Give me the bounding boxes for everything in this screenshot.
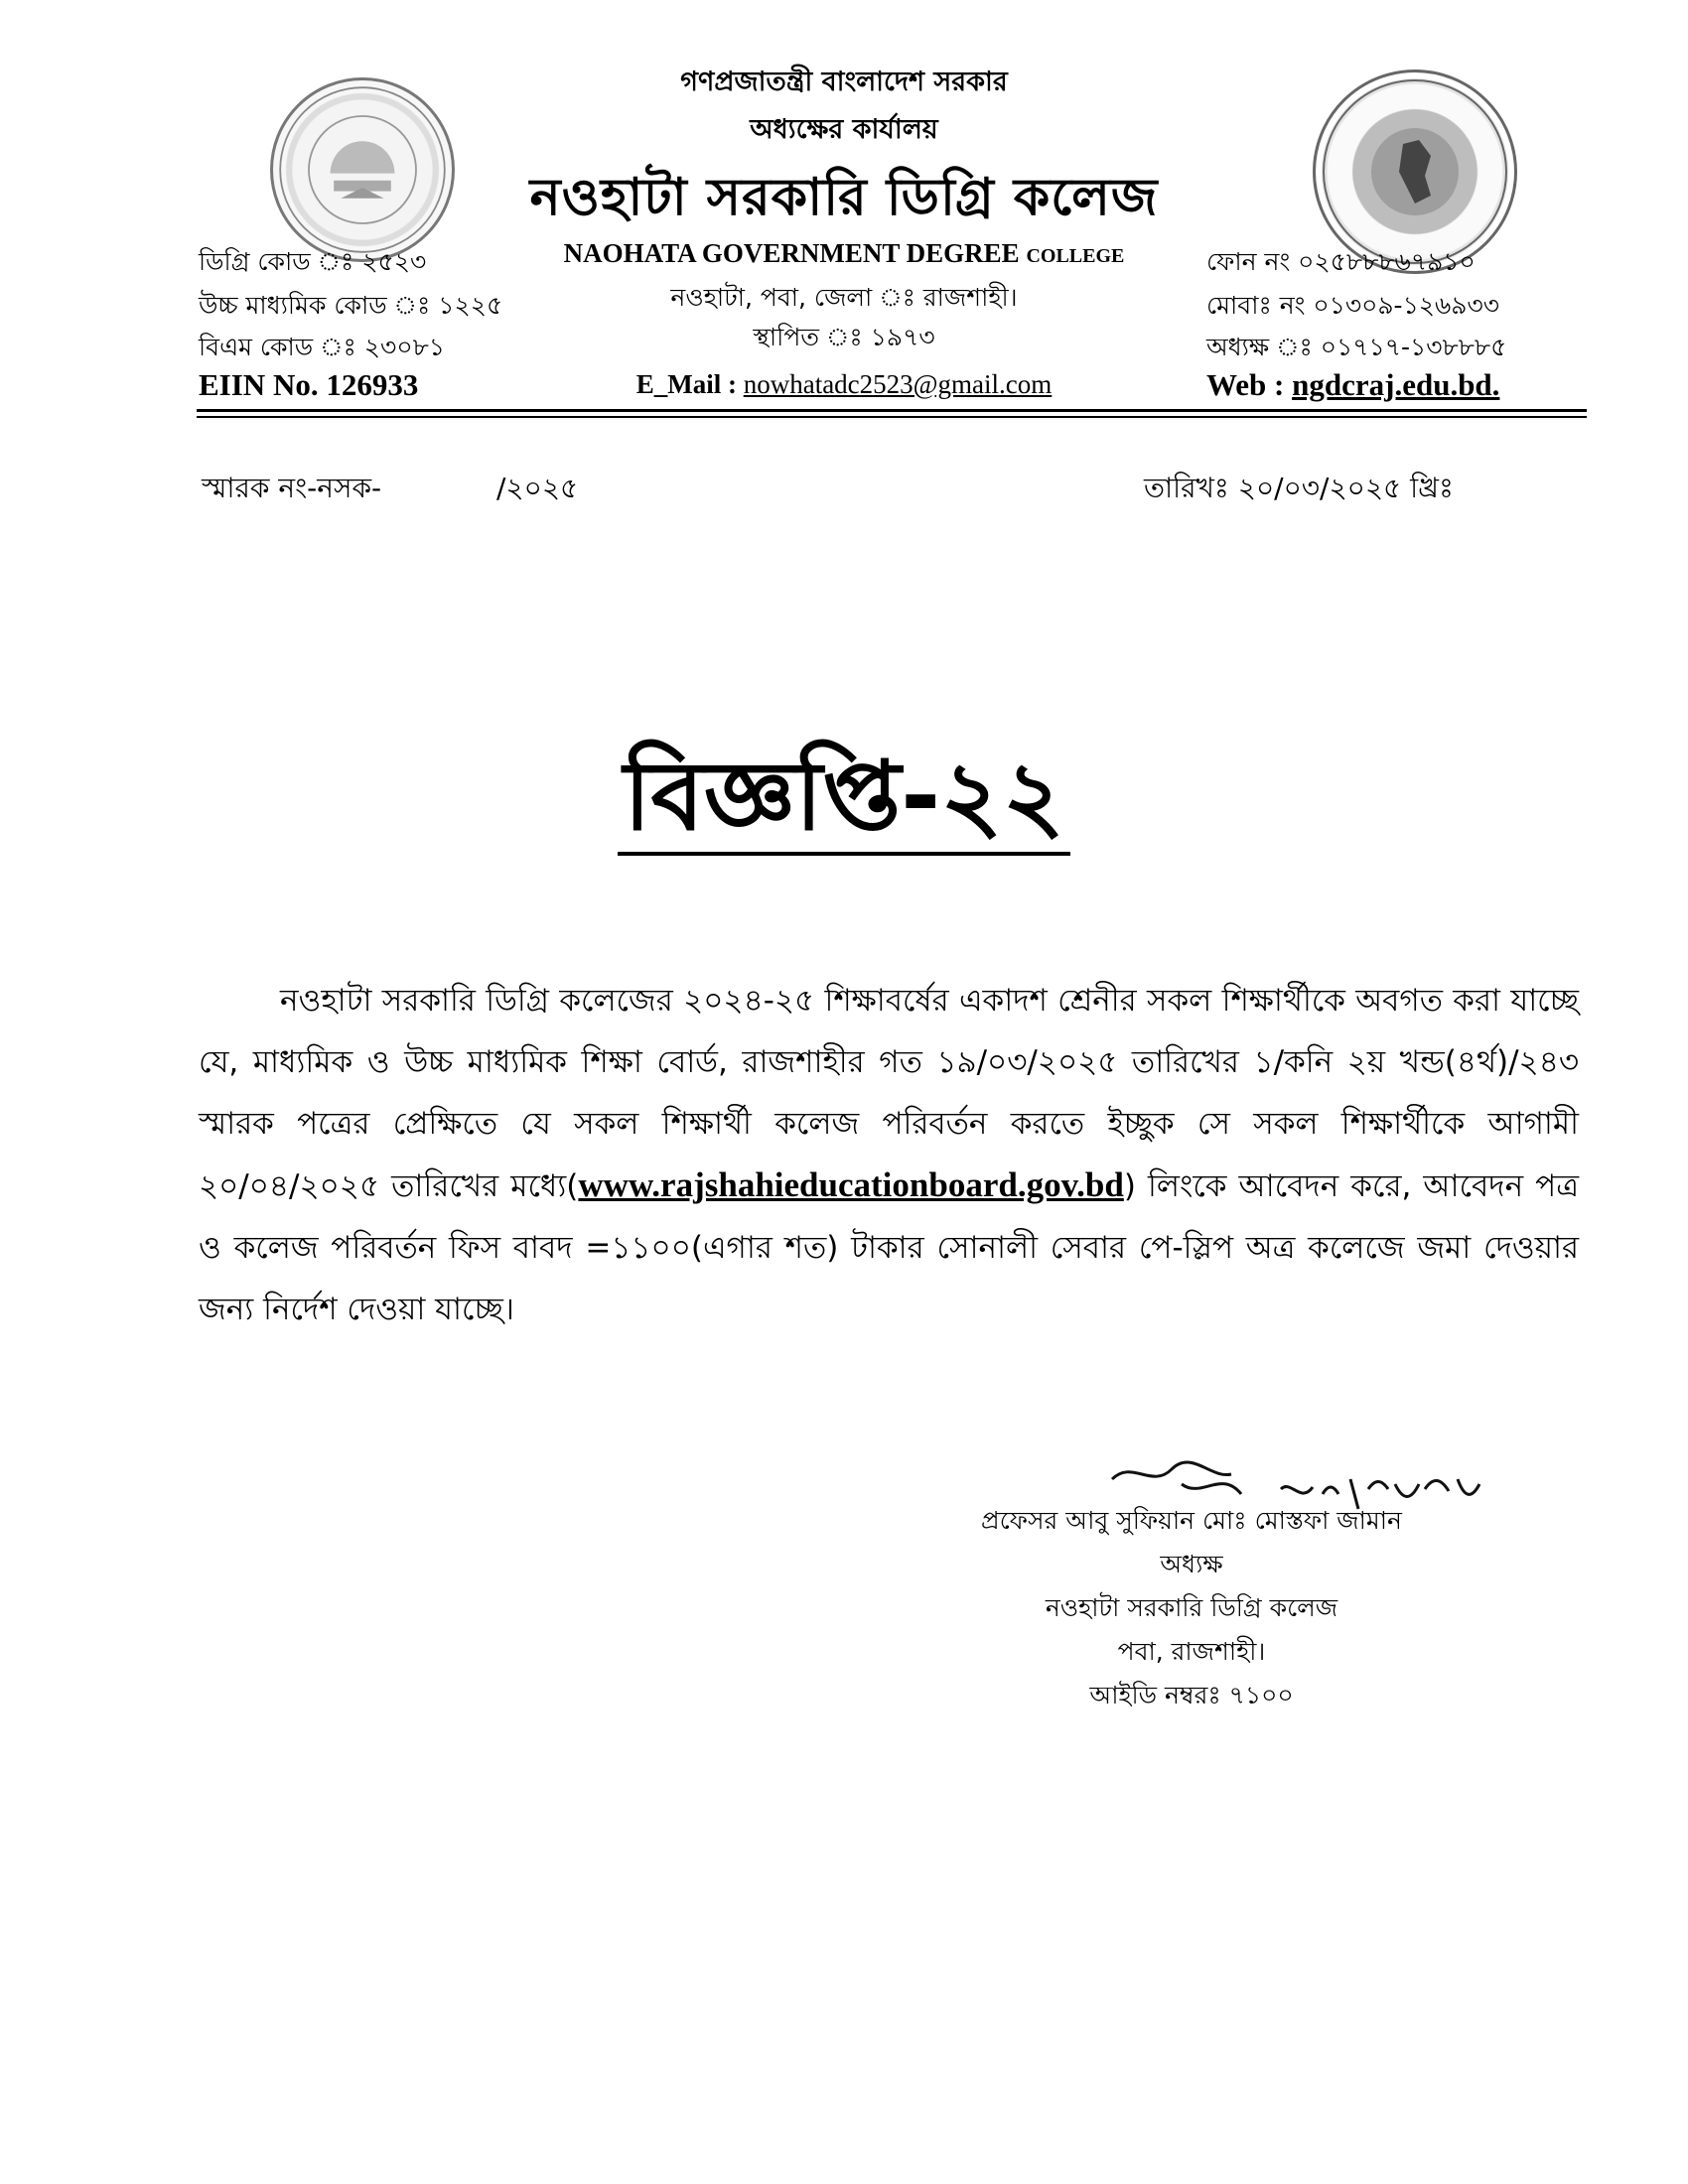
phone-number: ফোন নং ০২৫৮৮৮৬৭৯১০ bbox=[1206, 247, 1476, 276]
email-link[interactable]: nowhatadc2523@gmail.com bbox=[743, 369, 1053, 399]
signatory-id: আইডি নম্বরঃ ৭১০০ bbox=[1089, 1681, 1294, 1709]
signature-block bbox=[844, 1499, 1539, 1717]
office-name: অধ্যক্ষের কার্যালয় bbox=[750, 114, 938, 145]
notice-body: নওহাটা সরকারি ডিগ্রি কলেজের ২০২৪-২৫ শিক্ষাবর্ষের একাদশ শ্রেনীর সকল শিক্ষার্থীকে অবগত করা যাচ্ছে যে, মাধ্যমিক ও উচ্চ মাধ্যমিক শিক্ষা বোর্ড, রাজশাহীর গত ১৯/০৩/২০২৫ তারিখের ১/কনি ২য় খন্ড(৪র্থ)/২৪৩ স্মারক পত্রের প্রেক্ষিতে যে সকল শিক্ষার্থী কলেজ পরিবর্তন করতে ইচ্ছুক সে সকল শিক্ষার্থীকে আগামী ২০/০৪/২০২৫ তারিখের মধ্যে(www.rajshahieducationboard.gov.bd) লিংকে আবেদন করে, আবেদন পত্র ও কলেজ পরিবর্তন ফিস বাবদ =১১০০(এগার শত) টাকার সোনালী সেবার পে-স্লিপ অত্র কলেজে জমা দেওয়ার জন্য নির্দেশ দেওয়া যাচ্ছে। bbox=[199, 983, 1579, 1327]
header-divider bbox=[197, 409, 1587, 412]
government-name: গণপ্রজাতন্ত্রী বাংলাদেশ সরকার bbox=[680, 67, 1008, 97]
mobile-number: মোবাঃ নং ০১৩০৯-১২৬৯৩৩ bbox=[1206, 291, 1500, 320]
established-year: স্থাপিত ঃ ১৯৭৩ bbox=[753, 323, 935, 351]
memo-year: /২০২৫ bbox=[496, 472, 579, 504]
degree-code: ডিগ্রি কোড ঃ ২৫২৩ bbox=[199, 247, 427, 276]
signatory-college: নওহাটা সরকারি ডিগ্রি কলেজ bbox=[1045, 1593, 1338, 1622]
website-link[interactable]: ngdcraj.edu.bd. bbox=[1292, 367, 1500, 402]
board-website-link[interactable]: www.rajshahieducationboard.gov.bd bbox=[578, 1165, 1124, 1204]
principal-phone: অধ্যক্ষ ঃ ০১৭১৭-১৩৮৮৮৫ bbox=[1206, 333, 1507, 361]
hsc-code: উচ্চ মাধ্যমিক কোড ঃ ১২২৫ bbox=[199, 291, 503, 320]
college-name-bn: নওহাটা সরকারি ডিগ্রি কলেজ bbox=[529, 168, 1159, 227]
signatory-name: প্রফেসর আবু সুফিয়ান মোঃ মোস্তফা জামান bbox=[981, 1506, 1402, 1535]
website-line: Web : ngdcraj.edu.bd. bbox=[1206, 367, 1500, 402]
signatory-place: পবা, রাজশাহী। bbox=[1117, 1637, 1266, 1666]
notice-title: বিজ্ঞপ্তি-২২ bbox=[0, 723, 1688, 883]
header-divider-thin bbox=[197, 416, 1587, 418]
eiin-number: EIIN No. 126933 bbox=[199, 367, 419, 402]
notice-date: তারিখঃ ২০/০৩/২০২৫ খ্রিঃ bbox=[1144, 472, 1454, 504]
memo-reference: স্মারক নং-নসক- bbox=[202, 472, 382, 504]
bm-code: বিএম কোড ঃ ২৩০৮১ bbox=[199, 333, 446, 361]
signatory-designation: অধ্যক্ষ bbox=[1160, 1550, 1223, 1578]
college-address: নওহাটা, পবা, জেলা ঃ রাজশাহী। bbox=[670, 283, 1018, 312]
email-line: E_Mail : nowhatadc2523@gmail.com bbox=[635, 369, 1053, 399]
college-name-en: NAOHATA GOVERNMENT DEGREE COLLEGE bbox=[563, 238, 1125, 268]
